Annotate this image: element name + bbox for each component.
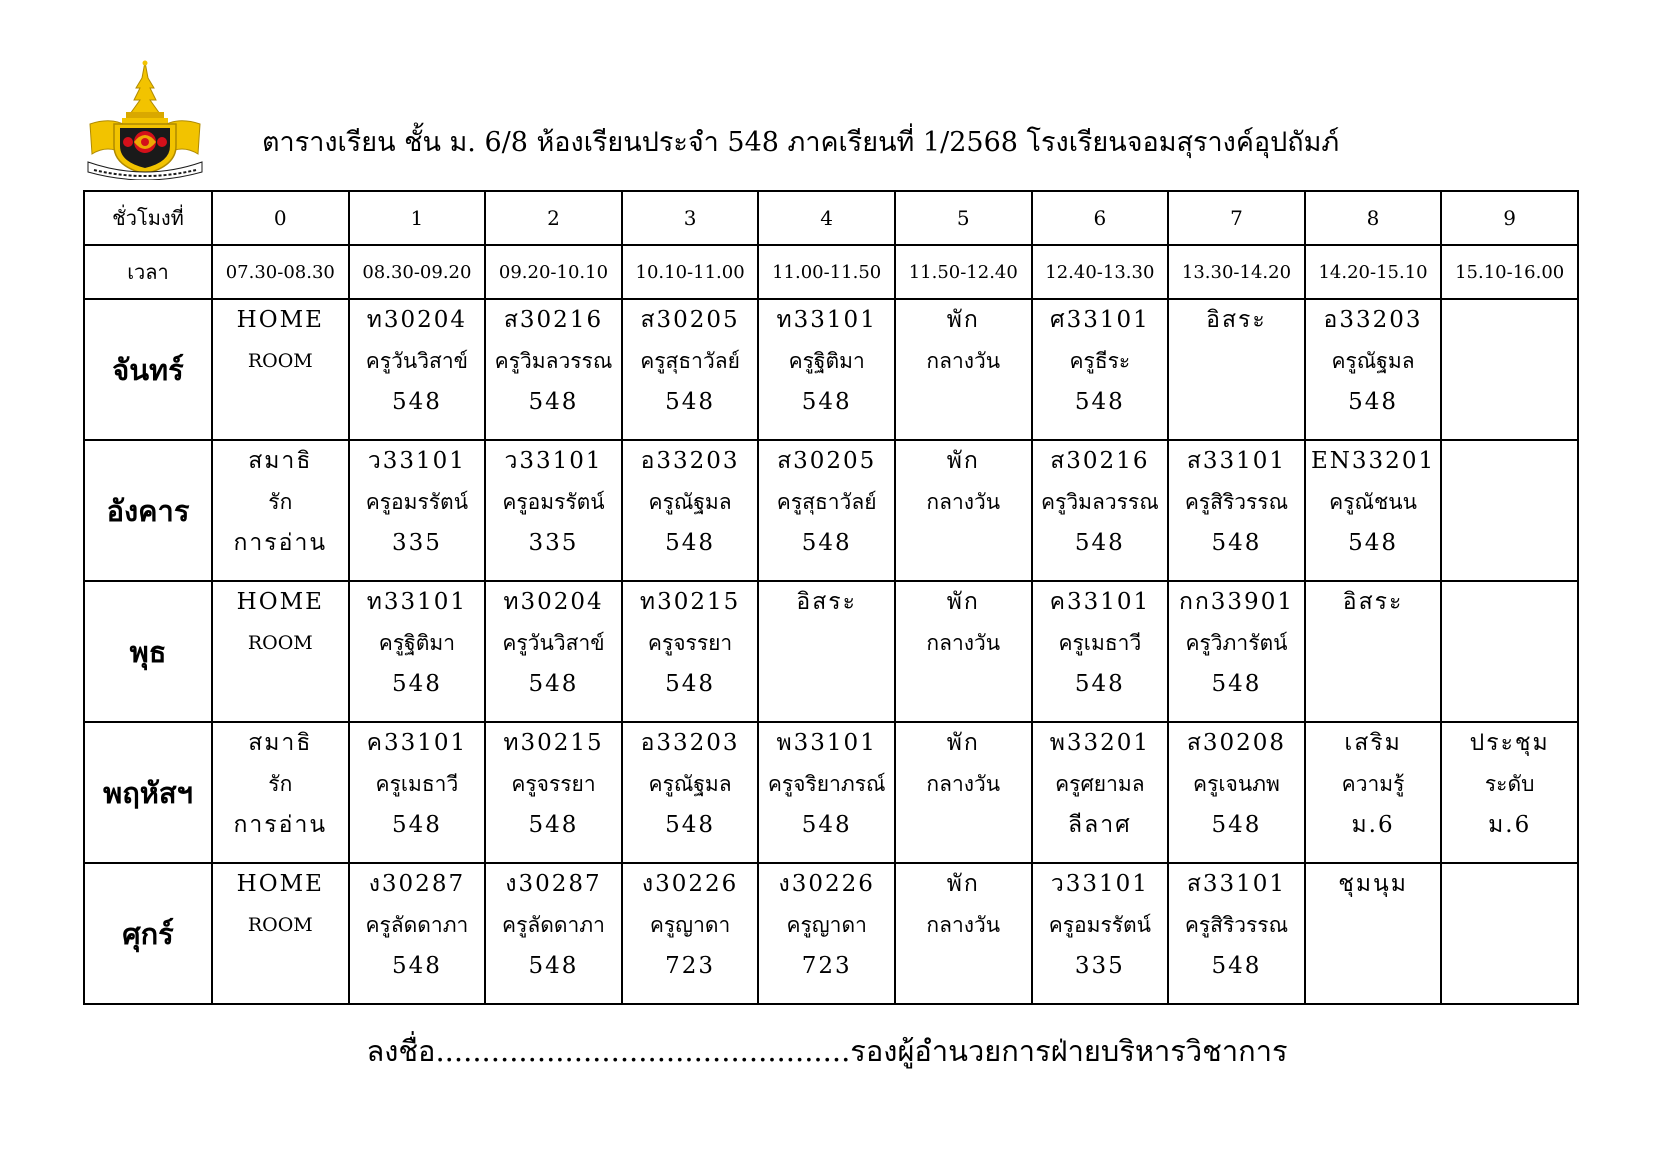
room-number: ม.6 <box>1351 812 1395 838</box>
subject-code: ส33101 <box>1186 448 1287 474</box>
schedule-cell <box>1032 299 1169 440</box>
subject-code: ง30226 <box>778 871 875 897</box>
room-number: 548 <box>391 389 442 415</box>
schedule-cell <box>1168 863 1305 1004</box>
subject-code: HOME <box>236 589 324 615</box>
teacher-name: ROOM <box>247 914 313 936</box>
room-number: 548 <box>801 389 852 415</box>
teacher-name: ครูสุธาวัลย์ <box>776 490 877 514</box>
subject-code: HOME <box>236 307 324 333</box>
day-name: จันทร์ <box>84 299 212 440</box>
teacher-name: ROOM <box>247 350 313 372</box>
schedule-cell <box>895 440 1032 581</box>
subject-code: ท30204 <box>503 589 604 615</box>
room-number: 548 <box>665 671 716 697</box>
teacher-name: ROOM <box>247 632 313 654</box>
schedule-cell <box>1305 863 1442 1004</box>
subject-code: พ33101 <box>776 730 877 756</box>
schedule-cell <box>212 440 349 581</box>
room-number: ลีลาศ <box>1068 812 1132 838</box>
teacher-name: ครูสิริวรรณ <box>1184 490 1289 514</box>
teacher-name: กลางวัน <box>926 349 1001 373</box>
time-slot: 11.00-11.50 <box>758 245 895 299</box>
period-number: 0 <box>212 191 349 245</box>
schedule-cell <box>485 299 622 440</box>
teacher-name: ครูวิมลวรรณ <box>1041 490 1159 514</box>
subject-code: อิสระ <box>1342 589 1404 615</box>
time-slot: 13.30-14.20 <box>1168 245 1305 299</box>
room-number: 548 <box>528 812 579 838</box>
time-slot: 07.30-08.30 <box>212 245 349 299</box>
subject-code: ง30287 <box>368 871 466 897</box>
period-number: 5 <box>895 191 1032 245</box>
room-number: การอ่าน <box>233 812 328 838</box>
period-number: 4 <box>758 191 895 245</box>
period-number: 3 <box>622 191 759 245</box>
subject-code: HOME <box>236 871 324 897</box>
teacher-name: กลางวัน <box>926 631 1001 655</box>
subject-code: ค33101 <box>1049 589 1151 615</box>
room-number: 335 <box>528 530 579 556</box>
teacher-name: ครูลัดดาภา <box>365 913 469 937</box>
teacher-name: ครูณัฐมล <box>648 490 732 514</box>
signature-line: ลงชื่อ.............................................รองผู้อำนวยการฝ่ายบริหารวิชาการ <box>366 1034 1288 1068</box>
subject-code: ง30287 <box>505 871 602 897</box>
room-number: 548 <box>528 953 579 979</box>
time-header-row <box>84 245 1578 299</box>
schedule-cell <box>1441 581 1578 722</box>
day-name: พุธ <box>84 581 212 722</box>
schedule-cell <box>349 863 486 1004</box>
room-number: 723 <box>801 953 852 979</box>
time-slot: 15.10-16.00 <box>1441 245 1578 299</box>
schedule-cell <box>1032 863 1169 1004</box>
schedule-cell <box>758 440 895 581</box>
subject-code: ค33101 <box>366 730 468 756</box>
teacher-name: ความรู้ <box>1341 772 1405 796</box>
subject-code: ท30215 <box>503 730 604 756</box>
subject-code: ว33101 <box>1050 871 1149 897</box>
teacher-name: กลางวัน <box>926 913 1001 937</box>
teacher-name: กลางวัน <box>926 772 1001 796</box>
schedule-cell <box>1032 581 1169 722</box>
time-slot: 10.10-11.00 <box>622 245 759 299</box>
room-number: 548 <box>1211 812 1262 838</box>
period-number: 7 <box>1168 191 1305 245</box>
teacher-name: ครูณัฐมล <box>648 772 732 796</box>
subject-code: พัก <box>946 730 980 756</box>
schedule-cell <box>349 299 486 440</box>
room-number: ม.6 <box>1488 812 1532 838</box>
subject-code: อ33203 <box>640 730 740 756</box>
subject-code: ศ33101 <box>1049 307 1150 333</box>
teacher-name: ครูเจนภพ <box>1193 772 1280 796</box>
schedule-cell <box>895 722 1032 863</box>
schedule-cell <box>622 440 759 581</box>
subject-code: ประชุม <box>1469 730 1550 756</box>
room-number: 548 <box>391 671 442 697</box>
teacher-name: ครูจรรยา <box>511 772 596 796</box>
subject-code: พัก <box>946 589 980 615</box>
subject-code: สมาธิ <box>248 730 313 756</box>
schedule-cell <box>1305 581 1442 722</box>
subject-code: ว33101 <box>504 448 603 474</box>
room-number: 548 <box>391 812 442 838</box>
subject-code: ส30216 <box>503 307 604 333</box>
teacher-name: ครูสิริวรรณ <box>1184 913 1289 937</box>
day-row <box>84 440 1578 581</box>
schedule-cell <box>349 581 486 722</box>
day-row <box>84 863 1578 1004</box>
teacher-name: ครูวิมลวรรณ <box>494 349 613 373</box>
subject-code: ว33101 <box>367 448 466 474</box>
teacher-name: ครูฐิติมา <box>788 349 865 373</box>
subject-code: พ33201 <box>1049 730 1151 756</box>
period-number: 9 <box>1441 191 1578 245</box>
schedule-cell <box>212 722 349 863</box>
teacher-name: ครูณัฐมล <box>1331 349 1415 373</box>
schedule-cell <box>758 581 895 722</box>
period-number: 2 <box>485 191 622 245</box>
room-number: 548 <box>391 953 442 979</box>
schedule-cell <box>349 722 486 863</box>
schedule-cell <box>1305 440 1442 581</box>
schedule-cell <box>622 722 759 863</box>
timetable <box>83 190 1579 1005</box>
subject-code: เสริม <box>1344 730 1402 756</box>
teacher-name: ครูวันวิสาข์ <box>502 631 605 655</box>
room-number: 548 <box>1348 530 1398 556</box>
room-number: 548 <box>1211 953 1262 979</box>
teacher-name: ครูสุธาวัลย์ <box>640 349 740 373</box>
subject-code: อิสระ <box>1206 307 1267 333</box>
period-label: ชั่วโมงที่ <box>84 191 212 245</box>
schedule-cell <box>1168 722 1305 863</box>
room-number: 335 <box>1074 953 1125 979</box>
teacher-name: ครูอมรรัตน์ <box>502 490 605 514</box>
subject-code: พัก <box>946 448 980 474</box>
teacher-name: ครูจริยาภรณ์ <box>767 772 886 796</box>
subject-code: EN33201 <box>1311 448 1436 474</box>
room-number: 548 <box>1074 671 1125 697</box>
day-row <box>84 581 1578 722</box>
subject-code: อ33203 <box>1323 307 1423 333</box>
room-number: 548 <box>1211 530 1262 556</box>
teacher-name: ครูณัชนน <box>1329 490 1417 514</box>
schedule-cell <box>622 581 759 722</box>
subject-code: ส30205 <box>640 307 740 333</box>
subject-code: พัก <box>946 307 980 333</box>
schedule-cell <box>212 299 349 440</box>
schedule-cell <box>1168 581 1305 722</box>
schedule-cell <box>1305 299 1442 440</box>
teacher-name: กลางวัน <box>926 490 1001 514</box>
teacher-name: รัก <box>268 772 293 796</box>
room-number: 548 <box>1074 389 1125 415</box>
schedule-cell <box>895 581 1032 722</box>
teacher-name: ครูอมรรัตน์ <box>365 490 469 514</box>
schedule-cell <box>758 722 895 863</box>
subject-code: กก33901 <box>1178 589 1294 615</box>
schedule-cell <box>1168 299 1305 440</box>
time-slot: 11.50-12.40 <box>895 245 1032 299</box>
day-row <box>84 722 1578 863</box>
subject-code: ง30226 <box>641 871 739 897</box>
schedule-cell <box>485 440 622 581</box>
time-label: เวลา <box>84 245 212 299</box>
schedule-cell <box>758 863 895 1004</box>
schedule-cell <box>1441 722 1578 863</box>
teacher-name: ครูลัดดาภา <box>502 913 605 937</box>
day-name: อังคาร <box>84 440 212 581</box>
period-number: 1 <box>349 191 486 245</box>
schedule-cell <box>1305 722 1442 863</box>
room-number: 548 <box>665 530 716 556</box>
page-title: ตารางเรียน ชั้น ม. 6/8 ห้องเรียนประจำ 548 ภาคเรียนที่ 1/2568 โรงเรียนจอมสุรางค์อุปถัมภ์ <box>262 127 1340 158</box>
subject-code: ส30216 <box>1050 448 1150 474</box>
period-number: 6 <box>1032 191 1169 245</box>
teacher-name: รัก <box>268 490 293 514</box>
schedule-cell <box>1441 440 1578 581</box>
teacher-name: ครูศยามล <box>1055 772 1145 796</box>
teacher-name: ครูฐิติมา <box>378 631 455 655</box>
schedule-cell <box>485 581 622 722</box>
schedule-cell <box>349 440 486 581</box>
schedule-cell <box>485 863 622 1004</box>
subject-code: พัก <box>946 871 980 897</box>
teacher-name: ครูวันวิสาข์ <box>365 349 468 373</box>
schedule-cell <box>212 581 349 722</box>
teacher-name: ครูญาดา <box>786 913 867 937</box>
schedule-cell <box>1168 440 1305 581</box>
schedule-cell <box>622 863 759 1004</box>
teacher-name: ครูเมธาวี <box>375 772 459 796</box>
teacher-name: ครูจรรยา <box>647 631 733 655</box>
teacher-name: ครูอมรรัตน์ <box>1048 913 1152 937</box>
subject-code: ส30208 <box>1186 730 1287 756</box>
subject-code: ส30205 <box>777 448 877 474</box>
period-header-row <box>84 191 1578 245</box>
room-number: 548 <box>1348 389 1398 415</box>
schedule-cell <box>485 722 622 863</box>
day-name: พฤหัสฯ <box>84 722 212 863</box>
room-number: 548 <box>1074 530 1125 556</box>
room-number: 723 <box>665 953 716 979</box>
room-number: 335 <box>391 530 442 556</box>
teacher-name: ครูเมธาวี <box>1058 631 1142 655</box>
schedule-cell <box>622 299 759 440</box>
room-number: 548 <box>528 671 579 697</box>
room-number: 548 <box>1211 671 1262 697</box>
room-number: 548 <box>801 812 852 838</box>
subject-code: ส33101 <box>1186 871 1287 897</box>
schedule-cell <box>1032 440 1169 581</box>
teacher-name: ครูวิภารัตน์ <box>1185 631 1288 655</box>
schedule-cell <box>895 863 1032 1004</box>
time-slot: 08.30-09.20 <box>349 245 486 299</box>
subject-code: อิสระ <box>796 589 857 615</box>
subject-code: อ33203 <box>640 448 740 474</box>
subject-code: ชุมนุม <box>1338 871 1408 897</box>
subject-code: ท33101 <box>776 307 877 333</box>
teacher-name: ครูญาดา <box>649 913 731 937</box>
room-number: 548 <box>665 389 716 415</box>
subject-code: ท30204 <box>366 307 468 333</box>
school-emblem-logo <box>84 58 206 180</box>
room-number: 548 <box>801 530 852 556</box>
time-slot: 14.20-15.10 <box>1305 245 1442 299</box>
subject-code: ท30215 <box>639 589 741 615</box>
schedule-cell <box>1441 299 1578 440</box>
schedule-cell <box>212 863 349 1004</box>
schedule-cell <box>1032 722 1169 863</box>
day-name: ศุกร์ <box>84 863 212 1004</box>
room-number: การอ่าน <box>233 530 328 556</box>
schedule-cell <box>1441 863 1578 1004</box>
schedule-cell <box>758 299 895 440</box>
room-number: 548 <box>528 389 579 415</box>
time-slot: 09.20-10.10 <box>485 245 622 299</box>
room-number: 548 <box>665 812 716 838</box>
subject-code: ท33101 <box>366 589 468 615</box>
schedule-cell <box>895 299 1032 440</box>
period-number: 8 <box>1305 191 1442 245</box>
teacher-name: ระดับ <box>1484 772 1535 796</box>
teacher-name: ครูธีระ <box>1069 349 1131 373</box>
subject-code: สมาธิ <box>248 448 313 474</box>
time-slot: 12.40-13.30 <box>1032 245 1169 299</box>
day-row <box>84 299 1578 440</box>
